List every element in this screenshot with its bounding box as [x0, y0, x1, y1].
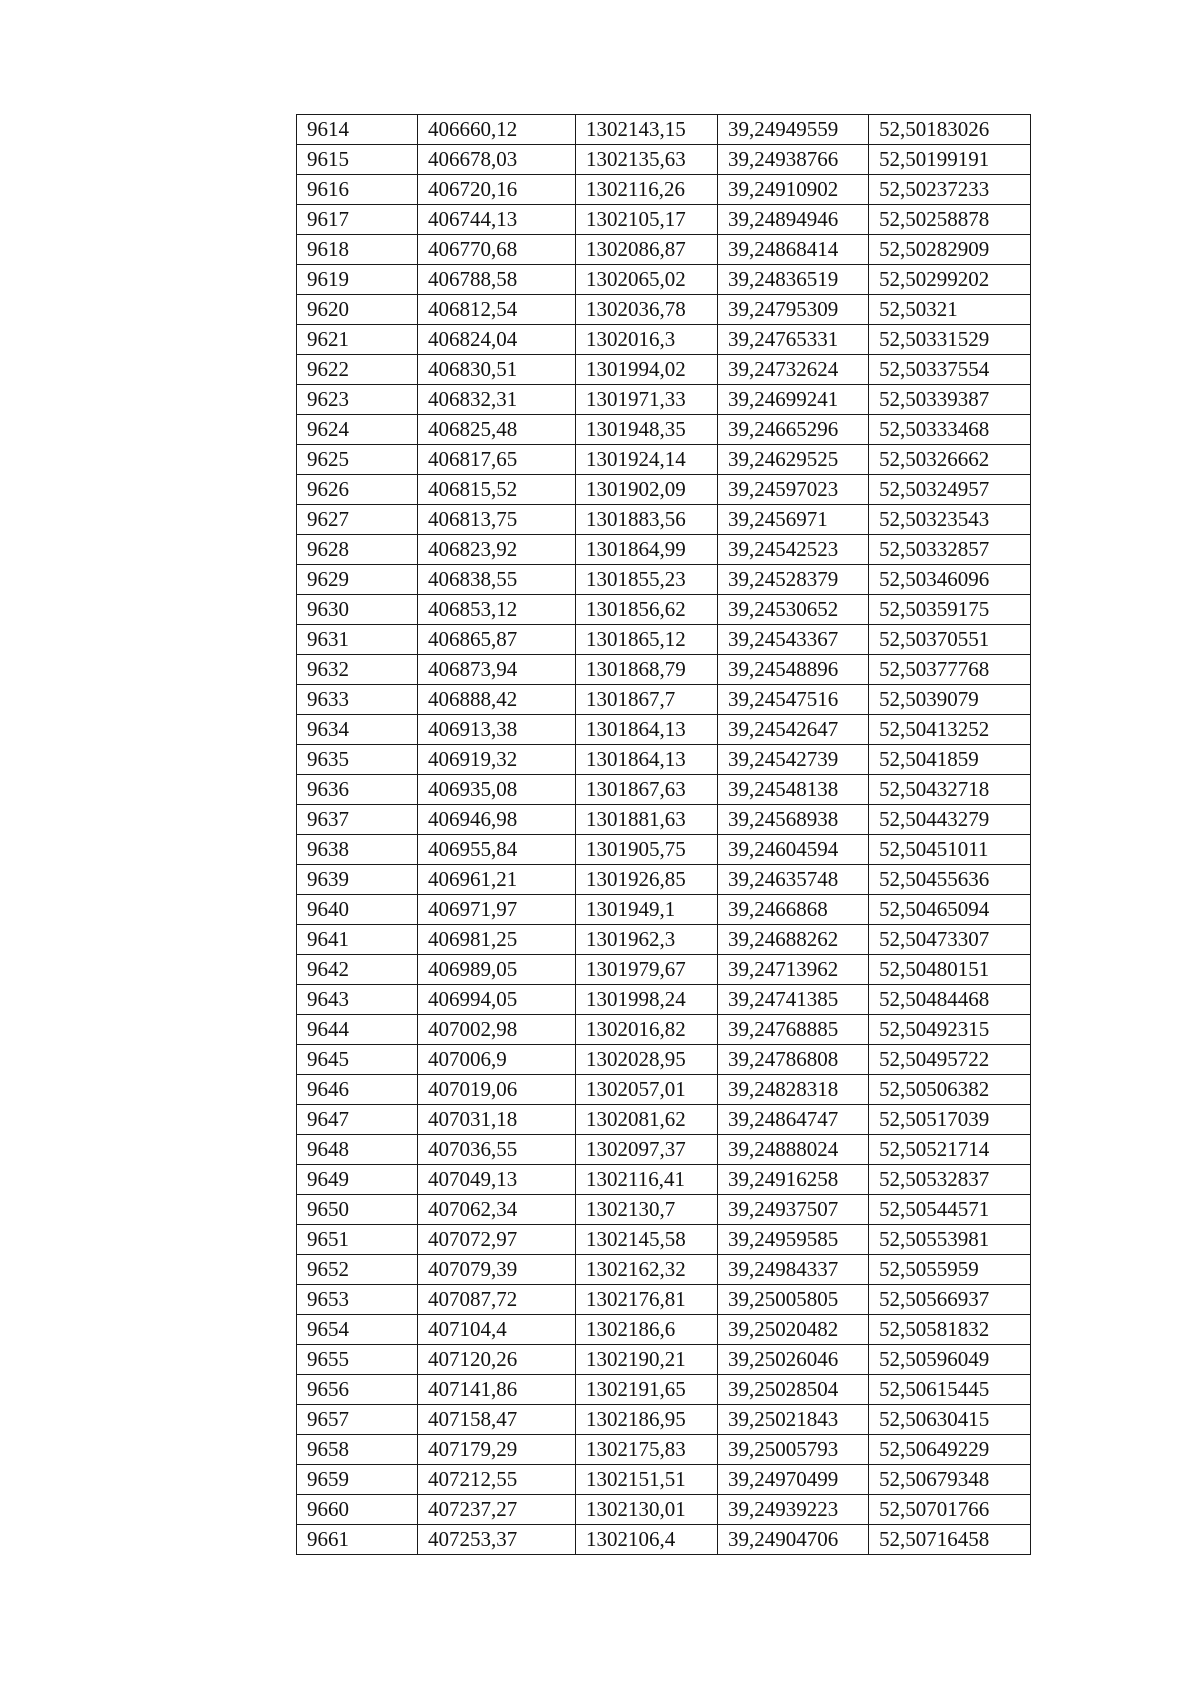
- coordinates-table: [296, 114, 1031, 1555]
- y-coordinate-cell: 1302016,82: [576, 1015, 718, 1045]
- longitude-cell: 52,50465094: [869, 895, 1031, 925]
- point-number-cell: 9649: [297, 1165, 418, 1195]
- x-coordinate-cell: 406830,51: [418, 355, 576, 385]
- y-coordinate-cell: 1301881,63: [576, 805, 718, 835]
- latitude-cell: 39,2466868: [718, 895, 869, 925]
- y-coordinate-cell: 1301883,56: [576, 505, 718, 535]
- x-coordinate-cell: 406788,58: [418, 265, 576, 295]
- longitude-cell: 52,50480151: [869, 955, 1031, 985]
- x-coordinate-cell: 407072,97: [418, 1225, 576, 1255]
- point-number-cell: 9645: [297, 1045, 418, 1075]
- y-coordinate-cell: 1302190,21: [576, 1345, 718, 1375]
- point-number-cell: 9625: [297, 445, 418, 475]
- longitude-cell: 52,50183026: [869, 115, 1031, 145]
- x-coordinate-cell: 406919,32: [418, 745, 576, 775]
- y-coordinate-cell: 1302086,87: [576, 235, 718, 265]
- x-coordinate-cell: 406817,65: [418, 445, 576, 475]
- longitude-cell: 52,50716458: [869, 1525, 1031, 1555]
- y-coordinate-cell: 1301994,02: [576, 355, 718, 385]
- point-number-cell: 9629: [297, 565, 418, 595]
- x-coordinate-cell: 406678,03: [418, 145, 576, 175]
- y-coordinate-cell: 1301971,33: [576, 385, 718, 415]
- latitude-cell: 39,25020482: [718, 1315, 869, 1345]
- x-coordinate-cell: 407120,26: [418, 1345, 576, 1375]
- longitude-cell: 52,5041859: [869, 745, 1031, 775]
- latitude-cell: 39,24542647: [718, 715, 869, 745]
- x-coordinate-cell: 407006,9: [418, 1045, 576, 1075]
- table-row: [297, 235, 1031, 265]
- latitude-cell: 39,24795309: [718, 295, 869, 325]
- table-row: [297, 565, 1031, 595]
- point-number-cell: 9647: [297, 1105, 418, 1135]
- longitude-cell: 52,50370551: [869, 625, 1031, 655]
- table-row: [297, 295, 1031, 325]
- y-coordinate-cell: 1302175,83: [576, 1435, 718, 1465]
- table-row: [297, 895, 1031, 925]
- y-coordinate-cell: 1302130,7: [576, 1195, 718, 1225]
- table-row: [297, 1045, 1031, 1075]
- point-number-cell: 9654: [297, 1315, 418, 1345]
- longitude-cell: 52,5055959: [869, 1255, 1031, 1285]
- point-number-cell: 9626: [297, 475, 418, 505]
- table-row: [297, 955, 1031, 985]
- point-number-cell: 9635: [297, 745, 418, 775]
- x-coordinate-cell: 407002,98: [418, 1015, 576, 1045]
- longitude-cell: 52,50566937: [869, 1285, 1031, 1315]
- table-row: [297, 715, 1031, 745]
- latitude-cell: 39,24949559: [718, 115, 869, 145]
- x-coordinate-cell: 406813,75: [418, 505, 576, 535]
- table-row: [297, 415, 1031, 445]
- y-coordinate-cell: 1301902,09: [576, 475, 718, 505]
- latitude-cell: 39,24894946: [718, 205, 869, 235]
- x-coordinate-cell: 407179,29: [418, 1435, 576, 1465]
- y-coordinate-cell: 1302162,32: [576, 1255, 718, 1285]
- x-coordinate-cell: 406838,55: [418, 565, 576, 595]
- longitude-cell: 52,50544571: [869, 1195, 1031, 1225]
- y-coordinate-cell: 1302057,01: [576, 1075, 718, 1105]
- y-coordinate-cell: 1301856,62: [576, 595, 718, 625]
- x-coordinate-cell: 406994,05: [418, 985, 576, 1015]
- x-coordinate-cell: 406955,84: [418, 835, 576, 865]
- latitude-cell: 39,25026046: [718, 1345, 869, 1375]
- x-coordinate-cell: 407079,39: [418, 1255, 576, 1285]
- latitude-cell: 39,24530652: [718, 595, 869, 625]
- x-coordinate-cell: 406770,68: [418, 235, 576, 265]
- x-coordinate-cell: 407036,55: [418, 1135, 576, 1165]
- table-row: [297, 175, 1031, 205]
- x-coordinate-cell: 406812,54: [418, 295, 576, 325]
- x-coordinate-cell: 406865,87: [418, 625, 576, 655]
- longitude-cell: 52,50517039: [869, 1105, 1031, 1135]
- latitude-cell: 39,2456971: [718, 505, 869, 535]
- y-coordinate-cell: 1302065,02: [576, 265, 718, 295]
- latitude-cell: 39,24548138: [718, 775, 869, 805]
- y-coordinate-cell: 1302186,95: [576, 1405, 718, 1435]
- table-row: [297, 1525, 1031, 1555]
- point-number-cell: 9642: [297, 955, 418, 985]
- x-coordinate-cell: 407049,13: [418, 1165, 576, 1195]
- table-row: [297, 1255, 1031, 1285]
- latitude-cell: 39,24604594: [718, 835, 869, 865]
- point-number-cell: 9618: [297, 235, 418, 265]
- point-number-cell: 9622: [297, 355, 418, 385]
- latitude-cell: 39,24688262: [718, 925, 869, 955]
- latitude-cell: 39,24768885: [718, 1015, 869, 1045]
- latitude-cell: 39,24713962: [718, 955, 869, 985]
- y-coordinate-cell: 1302028,95: [576, 1045, 718, 1075]
- latitude-cell: 39,24938766: [718, 145, 869, 175]
- x-coordinate-cell: 406744,13: [418, 205, 576, 235]
- latitude-cell: 39,24597023: [718, 475, 869, 505]
- y-coordinate-cell: 1302186,6: [576, 1315, 718, 1345]
- longitude-cell: 52,50484468: [869, 985, 1031, 1015]
- latitude-cell: 39,24984337: [718, 1255, 869, 1285]
- latitude-cell: 39,24568938: [718, 805, 869, 835]
- table-row: [297, 1285, 1031, 1315]
- table-row: [297, 445, 1031, 475]
- longitude-cell: 52,50332857: [869, 535, 1031, 565]
- x-coordinate-cell: 407253,37: [418, 1525, 576, 1555]
- table-row: [297, 685, 1031, 715]
- latitude-cell: 39,24547516: [718, 685, 869, 715]
- point-number-cell: 9617: [297, 205, 418, 235]
- x-coordinate-cell: 406913,38: [418, 715, 576, 745]
- longitude-cell: 52,50532837: [869, 1165, 1031, 1195]
- latitude-cell: 39,24629525: [718, 445, 869, 475]
- x-coordinate-cell: 406873,94: [418, 655, 576, 685]
- longitude-cell: 52,50333468: [869, 415, 1031, 445]
- latitude-cell: 39,24868414: [718, 235, 869, 265]
- y-coordinate-cell: 1301865,12: [576, 625, 718, 655]
- longitude-cell: 52,50339387: [869, 385, 1031, 415]
- longitude-cell: 52,5039079: [869, 685, 1031, 715]
- longitude-cell: 52,50443279: [869, 805, 1031, 835]
- point-number-cell: 9619: [297, 265, 418, 295]
- table-row: [297, 1105, 1031, 1135]
- x-coordinate-cell: 407062,34: [418, 1195, 576, 1225]
- longitude-cell: 52,50506382: [869, 1075, 1031, 1105]
- longitude-cell: 52,50359175: [869, 595, 1031, 625]
- point-number-cell: 9614: [297, 115, 418, 145]
- table-row: [297, 775, 1031, 805]
- latitude-cell: 39,25005805: [718, 1285, 869, 1315]
- y-coordinate-cell: 1302016,3: [576, 325, 718, 355]
- latitude-cell: 39,24732624: [718, 355, 869, 385]
- x-coordinate-cell: 407141,86: [418, 1375, 576, 1405]
- y-coordinate-cell: 1302151,51: [576, 1465, 718, 1495]
- x-coordinate-cell: 406946,98: [418, 805, 576, 835]
- point-number-cell: 9655: [297, 1345, 418, 1375]
- table-row: [297, 1345, 1031, 1375]
- table-row: [297, 1405, 1031, 1435]
- longitude-cell: 52,50701766: [869, 1495, 1031, 1525]
- latitude-cell: 39,24786808: [718, 1045, 869, 1075]
- longitude-cell: 52,50615445: [869, 1375, 1031, 1405]
- point-number-cell: 9636: [297, 775, 418, 805]
- table-row: [297, 535, 1031, 565]
- latitude-cell: 39,24937507: [718, 1195, 869, 1225]
- latitude-cell: 39,24528379: [718, 565, 869, 595]
- point-number-cell: 9616: [297, 175, 418, 205]
- latitude-cell: 39,24939223: [718, 1495, 869, 1525]
- latitude-cell: 39,24548896: [718, 655, 869, 685]
- longitude-cell: 52,50199191: [869, 145, 1031, 175]
- point-number-cell: 9637: [297, 805, 418, 835]
- longitude-cell: 52,50324957: [869, 475, 1031, 505]
- longitude-cell: 52,50258878: [869, 205, 1031, 235]
- point-number-cell: 9644: [297, 1015, 418, 1045]
- table-row: [297, 145, 1031, 175]
- latitude-cell: 39,24699241: [718, 385, 869, 415]
- table-row: [297, 475, 1031, 505]
- coordinates-table-body: [297, 115, 1031, 1555]
- point-number-cell: 9657: [297, 1405, 418, 1435]
- y-coordinate-cell: 1301855,23: [576, 565, 718, 595]
- longitude-cell: 52,50282909: [869, 235, 1031, 265]
- y-coordinate-cell: 1301867,7: [576, 685, 718, 715]
- table-row: [297, 1015, 1031, 1045]
- point-number-cell: 9660: [297, 1495, 418, 1525]
- table-row: [297, 595, 1031, 625]
- table-row: [297, 925, 1031, 955]
- x-coordinate-cell: 406961,21: [418, 865, 576, 895]
- x-coordinate-cell: 406824,04: [418, 325, 576, 355]
- y-coordinate-cell: 1302116,41: [576, 1165, 718, 1195]
- point-number-cell: 9656: [297, 1375, 418, 1405]
- point-number-cell: 9639: [297, 865, 418, 895]
- longitude-cell: 52,50323543: [869, 505, 1031, 535]
- x-coordinate-cell: 407104,4: [418, 1315, 576, 1345]
- table-row: [297, 1075, 1031, 1105]
- latitude-cell: 39,24916258: [718, 1165, 869, 1195]
- point-number-cell: 9620: [297, 295, 418, 325]
- x-coordinate-cell: 407087,72: [418, 1285, 576, 1315]
- point-number-cell: 9646: [297, 1075, 418, 1105]
- latitude-cell: 39,25028504: [718, 1375, 869, 1405]
- latitude-cell: 39,24904706: [718, 1525, 869, 1555]
- point-number-cell: 9634: [297, 715, 418, 745]
- latitude-cell: 39,24836519: [718, 265, 869, 295]
- table-row: [297, 1435, 1031, 1465]
- y-coordinate-cell: 1302105,17: [576, 205, 718, 235]
- point-number-cell: 9623: [297, 385, 418, 415]
- x-coordinate-cell: 406935,08: [418, 775, 576, 805]
- table-row: [297, 985, 1031, 1015]
- y-coordinate-cell: 1302176,81: [576, 1285, 718, 1315]
- table-row: [297, 865, 1031, 895]
- longitude-cell: 52,50432718: [869, 775, 1031, 805]
- y-coordinate-cell: 1301905,75: [576, 835, 718, 865]
- x-coordinate-cell: 407158,47: [418, 1405, 576, 1435]
- latitude-cell: 39,24635748: [718, 865, 869, 895]
- longitude-cell: 52,50679348: [869, 1465, 1031, 1495]
- longitude-cell: 52,50321: [869, 295, 1031, 325]
- table-row: [297, 1135, 1031, 1165]
- table-row: [297, 205, 1031, 235]
- longitude-cell: 52,50630415: [869, 1405, 1031, 1435]
- table-row: [297, 505, 1031, 535]
- x-coordinate-cell: 406981,25: [418, 925, 576, 955]
- y-coordinate-cell: 1302130,01: [576, 1495, 718, 1525]
- longitude-cell: 52,50331529: [869, 325, 1031, 355]
- table-row: [297, 745, 1031, 775]
- longitude-cell: 52,50413252: [869, 715, 1031, 745]
- point-number-cell: 9659: [297, 1465, 418, 1495]
- table-row: [297, 1195, 1031, 1225]
- table-row: [297, 1315, 1031, 1345]
- latitude-cell: 39,24910902: [718, 175, 869, 205]
- point-number-cell: 9650: [297, 1195, 418, 1225]
- point-number-cell: 9632: [297, 655, 418, 685]
- x-coordinate-cell: 407019,06: [418, 1075, 576, 1105]
- table-row: [297, 835, 1031, 865]
- latitude-cell: 39,25005793: [718, 1435, 869, 1465]
- table-row: [297, 385, 1031, 415]
- point-number-cell: 9648: [297, 1135, 418, 1165]
- y-coordinate-cell: 1302097,37: [576, 1135, 718, 1165]
- x-coordinate-cell: 406815,52: [418, 475, 576, 505]
- x-coordinate-cell: 406823,92: [418, 535, 576, 565]
- x-coordinate-cell: 406853,12: [418, 595, 576, 625]
- x-coordinate-cell: 406888,42: [418, 685, 576, 715]
- point-number-cell: 9653: [297, 1285, 418, 1315]
- table-row: [297, 805, 1031, 835]
- y-coordinate-cell: 1301864,13: [576, 745, 718, 775]
- point-number-cell: 9633: [297, 685, 418, 715]
- point-number-cell: 9624: [297, 415, 418, 445]
- table-row: [297, 115, 1031, 145]
- y-coordinate-cell: 1301867,63: [576, 775, 718, 805]
- point-number-cell: 9621: [297, 325, 418, 355]
- point-number-cell: 9651: [297, 1225, 418, 1255]
- latitude-cell: 39,24741385: [718, 985, 869, 1015]
- longitude-cell: 52,50299202: [869, 265, 1031, 295]
- x-coordinate-cell: 406989,05: [418, 955, 576, 985]
- y-coordinate-cell: 1302106,4: [576, 1525, 718, 1555]
- table-row: [297, 655, 1031, 685]
- longitude-cell: 52,50237233: [869, 175, 1031, 205]
- longitude-cell: 52,50596049: [869, 1345, 1031, 1375]
- x-coordinate-cell: 406660,12: [418, 115, 576, 145]
- y-coordinate-cell: 1302145,58: [576, 1225, 718, 1255]
- table-row: [297, 265, 1031, 295]
- y-coordinate-cell: 1301864,99: [576, 535, 718, 565]
- point-number-cell: 9652: [297, 1255, 418, 1285]
- y-coordinate-cell: 1301949,1: [576, 895, 718, 925]
- table-row: [297, 1495, 1031, 1525]
- longitude-cell: 52,50521714: [869, 1135, 1031, 1165]
- x-coordinate-cell: 406720,16: [418, 175, 576, 205]
- latitude-cell: 39,24959585: [718, 1225, 869, 1255]
- point-number-cell: 9631: [297, 625, 418, 655]
- x-coordinate-cell: 406971,97: [418, 895, 576, 925]
- longitude-cell: 52,50553981: [869, 1225, 1031, 1255]
- y-coordinate-cell: 1301962,3: [576, 925, 718, 955]
- x-coordinate-cell: 407237,27: [418, 1495, 576, 1525]
- table-row: [297, 325, 1031, 355]
- x-coordinate-cell: 407031,18: [418, 1105, 576, 1135]
- y-coordinate-cell: 1301864,13: [576, 715, 718, 745]
- point-number-cell: 9630: [297, 595, 418, 625]
- y-coordinate-cell: 1302135,63: [576, 145, 718, 175]
- point-number-cell: 9661: [297, 1525, 418, 1555]
- y-coordinate-cell: 1302143,15: [576, 115, 718, 145]
- y-coordinate-cell: 1301979,67: [576, 955, 718, 985]
- table-row: [297, 1165, 1031, 1195]
- latitude-cell: 39,24970499: [718, 1465, 869, 1495]
- y-coordinate-cell: 1302036,78: [576, 295, 718, 325]
- x-coordinate-cell: 406832,31: [418, 385, 576, 415]
- y-coordinate-cell: 1301926,85: [576, 865, 718, 895]
- point-number-cell: 9641: [297, 925, 418, 955]
- longitude-cell: 52,50473307: [869, 925, 1031, 955]
- longitude-cell: 52,50455636: [869, 865, 1031, 895]
- longitude-cell: 52,50337554: [869, 355, 1031, 385]
- point-number-cell: 9638: [297, 835, 418, 865]
- latitude-cell: 39,24888024: [718, 1135, 869, 1165]
- point-number-cell: 9658: [297, 1435, 418, 1465]
- longitude-cell: 52,50377768: [869, 655, 1031, 685]
- table-row: [297, 355, 1031, 385]
- longitude-cell: 52,50581832: [869, 1315, 1031, 1345]
- point-number-cell: 9640: [297, 895, 418, 925]
- longitude-cell: 52,50492315: [869, 1015, 1031, 1045]
- longitude-cell: 52,50346096: [869, 565, 1031, 595]
- longitude-cell: 52,50495722: [869, 1045, 1031, 1075]
- point-number-cell: 9627: [297, 505, 418, 535]
- point-number-cell: 9643: [297, 985, 418, 1015]
- y-coordinate-cell: 1302191,65: [576, 1375, 718, 1405]
- longitude-cell: 52,50649229: [869, 1435, 1031, 1465]
- x-coordinate-cell: 406825,48: [418, 415, 576, 445]
- latitude-cell: 39,24765331: [718, 325, 869, 355]
- y-coordinate-cell: 1301924,14: [576, 445, 718, 475]
- longitude-cell: 52,50326662: [869, 445, 1031, 475]
- y-coordinate-cell: 1301948,35: [576, 415, 718, 445]
- table-row: [297, 1225, 1031, 1255]
- latitude-cell: 39,24542739: [718, 745, 869, 775]
- x-coordinate-cell: 407212,55: [418, 1465, 576, 1495]
- y-coordinate-cell: 1301868,79: [576, 655, 718, 685]
- latitude-cell: 39,24864747: [718, 1105, 869, 1135]
- point-number-cell: 9628: [297, 535, 418, 565]
- point-number-cell: 9615: [297, 145, 418, 175]
- latitude-cell: 39,24665296: [718, 415, 869, 445]
- longitude-cell: 52,50451011: [869, 835, 1031, 865]
- latitude-cell: 39,24828318: [718, 1075, 869, 1105]
- table-row: [297, 1465, 1031, 1495]
- y-coordinate-cell: 1302116,26: [576, 175, 718, 205]
- table-row: [297, 1375, 1031, 1405]
- latitude-cell: 39,24543367: [718, 625, 869, 655]
- table-row: [297, 625, 1031, 655]
- latitude-cell: 39,24542523: [718, 535, 869, 565]
- latitude-cell: 39,25021843: [718, 1405, 869, 1435]
- y-coordinate-cell: 1302081,62: [576, 1105, 718, 1135]
- y-coordinate-cell: 1301998,24: [576, 985, 718, 1015]
